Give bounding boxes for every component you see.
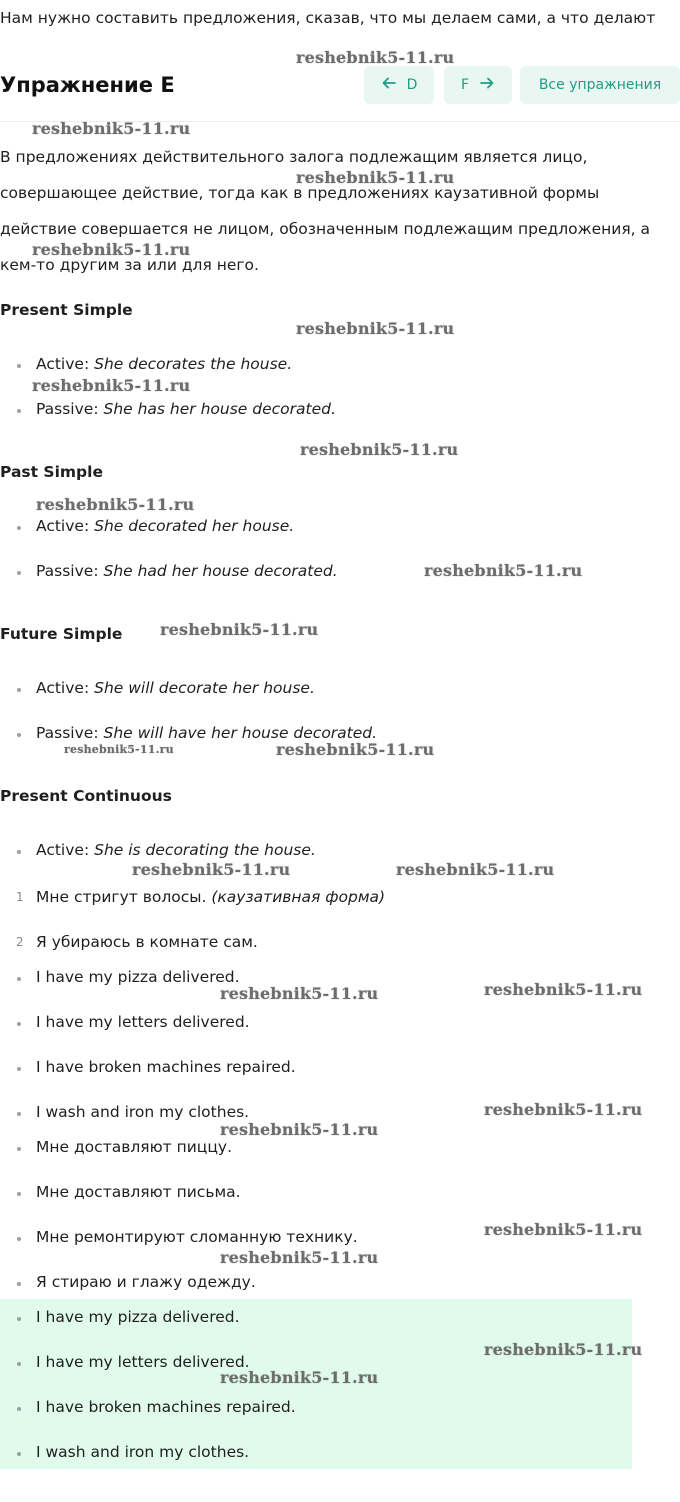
- watermark: reshebnik5-11.ru: [484, 1220, 643, 1239]
- bullet-icon: [17, 1282, 21, 1286]
- list-item: Active: She will decorate her house.: [36, 679, 315, 697]
- watermark: reshebnik5-11.ru: [64, 743, 174, 756]
- theory-line: совершающее действие, тогда как в предложениях каузативной формы: [0, 184, 600, 202]
- list-item: I have broken machines repaired.: [36, 1058, 296, 1076]
- theory-line: В предложениях действительного залога подлежащим является лицо,: [0, 148, 588, 166]
- watermark: reshebnik5-11.ru: [424, 561, 583, 580]
- prev-exercise-button[interactable]: [364, 66, 434, 104]
- list-number: 2: [16, 935, 24, 949]
- list-item: Active: She is decorating the house.: [36, 841, 316, 859]
- answer-item: I have broken machines repaired.: [36, 1398, 296, 1416]
- bullet-icon: [17, 1022, 21, 1026]
- watermark: reshebnik5-11.ru: [220, 1248, 379, 1267]
- bullet-icon: [17, 1362, 21, 1366]
- page-title: Упражнение E: [0, 73, 175, 97]
- next-exercise-button[interactable]: [444, 66, 512, 104]
- bullet-icon: [17, 364, 21, 368]
- list-item: Мне доставляют письма.: [36, 1183, 241, 1201]
- arrow-left-icon: [381, 75, 397, 95]
- list-item: Passive: She had her house decorated.: [36, 562, 338, 580]
- watermark: reshebnik5-11.ru: [160, 620, 319, 639]
- watermark: reshebnik5-11.ru: [220, 1120, 379, 1139]
- watermark: reshebnik5-11.ru: [296, 168, 455, 187]
- list-item: Мне доставляют пиццу.: [36, 1138, 232, 1156]
- section-title: Present Continuous: [0, 787, 172, 805]
- bullet-icon: [17, 409, 21, 413]
- watermark: reshebnik5-11.ru: [32, 376, 191, 395]
- list-item: I wash and iron my clothes.: [36, 1103, 250, 1121]
- bullet-icon: [17, 688, 21, 692]
- watermark: reshebnik5-11.ru: [484, 980, 643, 999]
- all-exercises-label: Все упражнения: [538, 77, 662, 93]
- bullet-icon: [17, 733, 21, 737]
- bullet-icon: [17, 526, 21, 530]
- arrow-right-icon: [479, 75, 495, 95]
- list-item: Я стираю и глажу одежду.: [36, 1273, 256, 1291]
- intro-text: Нам нужно составить предложения, сказав, что мы делаем сами, а что делают: [0, 9, 656, 27]
- answer-item: I have my letters delivered.: [36, 1353, 250, 1371]
- watermark: reshebnik5-11.ru: [300, 440, 459, 459]
- list-item: Active: She decorates the house.: [36, 355, 293, 373]
- bullet-icon: [17, 571, 21, 575]
- list-item: Мне ремонтируют сломанную технику.: [36, 1228, 358, 1246]
- section-title: Future Simple: [0, 625, 123, 643]
- list-item: Passive: She will have her house decorated.: [36, 724, 378, 742]
- bullet-icon: [17, 1237, 21, 1241]
- all-exercises-button[interactable]: [520, 66, 680, 104]
- watermark: reshebnik5-11.ru: [32, 240, 191, 259]
- bullet-icon: [17, 1192, 21, 1196]
- watermark: reshebnik5-11.ru: [296, 319, 455, 338]
- next-exercise-label: F: [460, 77, 470, 93]
- watermark: reshebnik5-11.ru: [220, 984, 379, 1003]
- watermark: reshebnik5-11.ru: [36, 495, 195, 514]
- bullet-icon: [17, 977, 21, 981]
- section-title: Past Simple: [0, 463, 103, 481]
- answer-item: I wash and iron my clothes.: [36, 1443, 250, 1461]
- watermark: reshebnik5-11.ru: [396, 860, 555, 879]
- prev-exercise-label: D: [406, 77, 418, 93]
- theory-line: кем-то другим за или для него.: [0, 256, 259, 274]
- bullet-icon: [17, 1407, 21, 1411]
- watermark: reshebnik5-11.ru: [484, 1100, 643, 1119]
- list-item: Я убираюсь в комнате сам.: [36, 933, 258, 951]
- bullet-icon: [17, 1147, 21, 1151]
- bullet-icon: [17, 1067, 21, 1071]
- list-item: Passive: She has her house decorated.: [36, 400, 336, 418]
- bullet-icon: [17, 1452, 21, 1456]
- watermark: reshebnik5-11.ru: [296, 48, 455, 67]
- answer-item: I have my pizza delivered.: [36, 1308, 240, 1326]
- watermark: reshebnik5-11.ru: [220, 1368, 379, 1387]
- watermark: reshebnik5-11.ru: [276, 740, 435, 759]
- list-item: I have my letters delivered.: [36, 1013, 250, 1031]
- watermark: reshebnik5-11.ru: [32, 119, 191, 138]
- bullet-icon: [17, 1112, 21, 1116]
- section-title: Present Simple: [0, 301, 133, 319]
- list-item: I have my pizza delivered.: [36, 968, 240, 986]
- watermark: reshebnik5-11.ru: [484, 1340, 643, 1359]
- theory-line: действие совершается не лицом, обозначенным подлежащим предложения, а: [0, 220, 650, 238]
- list-number: 1: [16, 890, 24, 904]
- bullet-icon: [17, 1317, 21, 1321]
- bullet-icon: [17, 850, 21, 854]
- list-item: Active: She decorated her house.: [36, 517, 295, 535]
- list-item: Мне стригут волосы. (каузативная форма): [36, 888, 386, 906]
- watermark: reshebnik5-11.ru: [132, 860, 291, 879]
